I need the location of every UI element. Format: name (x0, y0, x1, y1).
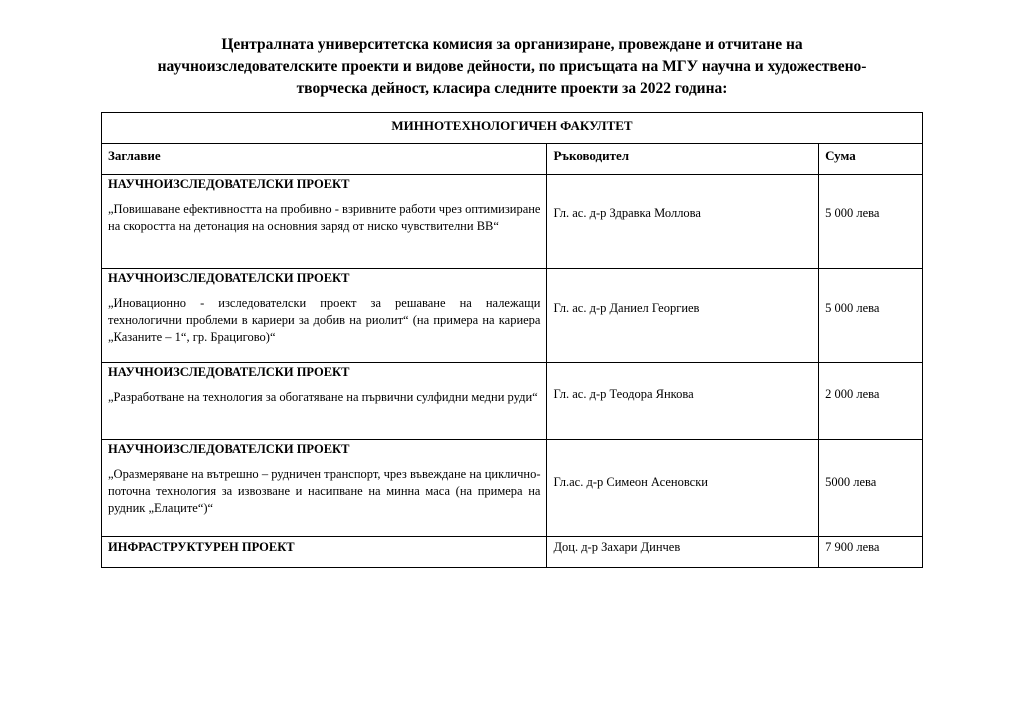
table-row (102, 269, 923, 363)
leader-cell (547, 440, 819, 537)
project-cell (102, 175, 547, 269)
project-leader: Доц. д-р Захари Динчев (553, 540, 681, 554)
project-title: „Иновационно - изследователски проект за решаване на належащи технологични проблеми в кариери за добив на риолит“ (на примера на кариера „Казаните – 1“, гр. Брацигово)“ (108, 296, 541, 344)
project-type: НАУЧНОИЗСЛЕДОВАТЕЛСКИ ПРОЕКТ (108, 177, 350, 191)
project-cell (102, 537, 547, 568)
project-amount: 7 900 лева (825, 540, 880, 554)
project-type: НАУЧНОИЗСЛЕДОВАТЕЛСКИ ПРОЕКТ (108, 365, 350, 379)
project-type: НАУЧНОИЗСЛЕДОВАТЕЛСКИ ПРОЕКТ (108, 442, 350, 456)
faculty-row (102, 113, 923, 144)
project-leader: Гл.ас. д-р Симеон Асеновски (553, 474, 708, 489)
project-type: ИНФРАСТРУКТУРЕН ПРОЕКТ (108, 540, 295, 554)
project-amount: 5 000 лева (825, 301, 880, 315)
project-leader: Гл. ас. д-р Теодора Янкова (553, 386, 694, 401)
leader-cell (547, 363, 819, 440)
table-row (102, 440, 923, 537)
amount-cell (819, 175, 923, 269)
amount-cell (819, 440, 923, 537)
project-title: „Разработване на технология за обогатяване на първични сулфидни медни руди“ (108, 390, 538, 404)
column-header-amount: Сума (819, 144, 923, 175)
project-title: „Оразмеряване на вътрешно – рудничен транспорт, чрез въвеждане на циклично- поточна технология за извозване и насипване на минна маса (на примера на рудник „Елаците“)“ (108, 467, 541, 515)
faculty-name: МИННОТЕХНОЛОГИЧЕН ФАКУЛТЕТ (102, 113, 923, 144)
amount-cell (819, 363, 923, 440)
leader-cell (547, 175, 819, 269)
projects-table (101, 112, 923, 568)
project-leader: Гл. ас. д-р Здравка Моллова (553, 206, 701, 220)
leader-cell (547, 269, 819, 363)
leader-cell (547, 537, 819, 568)
project-amount: 2 000 лева (825, 386, 880, 401)
heading-line-1: Централната университетска комисия за организиране, провеждане и отчитане на (221, 36, 803, 53)
project-cell (102, 440, 547, 537)
heading-line-2: научноизследователските проекти и видове дейности, по присъщата на МГУ научна и художествено- (157, 58, 867, 75)
project-cell (102, 269, 547, 363)
table-row (102, 537, 923, 568)
amount-cell (819, 537, 923, 568)
column-header-leader: Ръководител (547, 144, 819, 175)
table-row (102, 175, 923, 269)
project-leader: Гл. ас. д-р Даниел Георгиев (553, 301, 700, 315)
document-heading (100, 34, 924, 100)
table-row (102, 363, 923, 440)
project-cell (102, 363, 547, 440)
heading-line-3: творческа дейност, класира следните проекти за 2022 година: (296, 80, 728, 97)
header-row (102, 144, 923, 175)
project-title: „Повишаване ефективността на пробивно - взривните работи чрез оптимизиране на скоростта на детонация на основния заряд от ниско чувствителни ВВ“ (108, 202, 541, 233)
project-amount: 5 000 лева (825, 206, 880, 220)
project-type: НАУЧНОИЗСЛЕДОВАТЕЛСКИ ПРОЕКТ (108, 271, 350, 285)
project-amount: 5000 лева (825, 474, 877, 489)
amount-cell (819, 269, 923, 363)
column-header-title: Заглавие (102, 144, 547, 175)
